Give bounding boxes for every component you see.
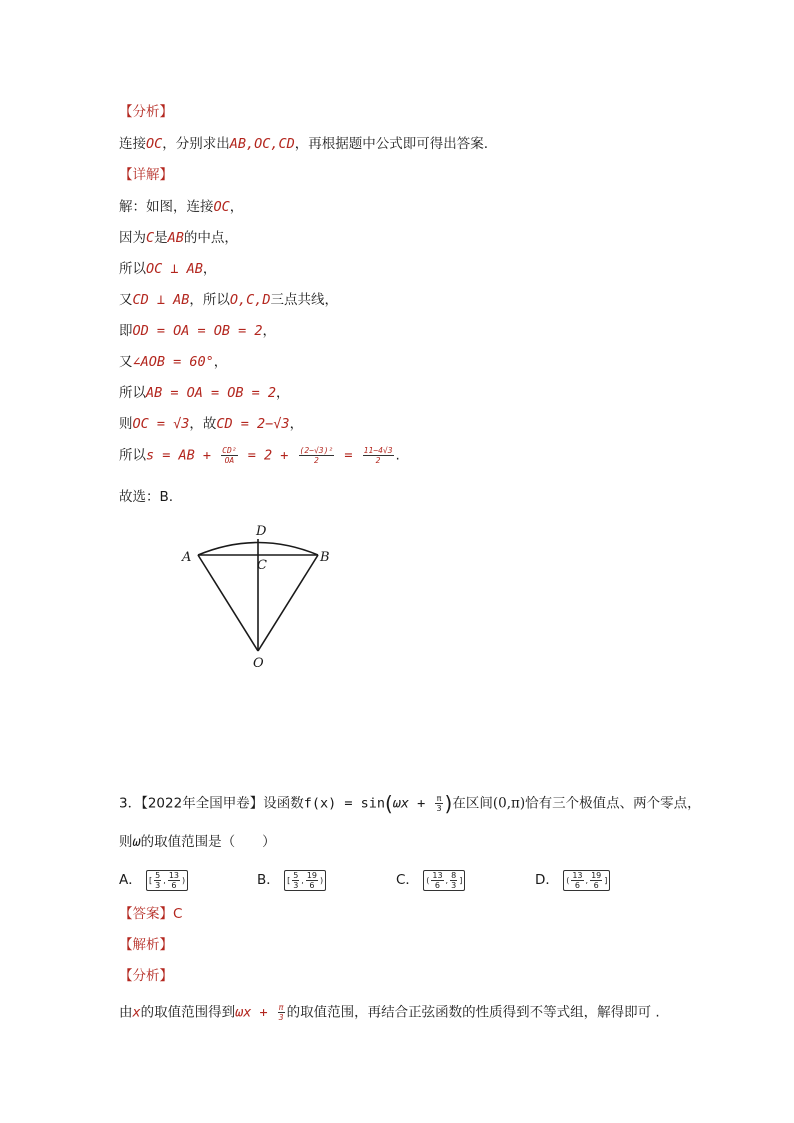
analysis2-text <box>119 1003 660 1022</box>
text: 则 <box>119 834 133 850</box>
interval: ( $\frac{13}{6}$ , $\frac{8}{3}$ ] <box>423 870 465 891</box>
conclusion: 故选：B. <box>119 489 174 505</box>
option-letter: A． <box>119 872 142 888</box>
math: O,C,D <box>229 292 271 308</box>
numerator: π <box>278 1003 284 1012</box>
text: ，分别求出 <box>162 136 230 152</box>
text: 所以 <box>119 385 146 401</box>
denominator: 3 <box>436 804 442 813</box>
text: 的取值范围是（ ） <box>140 834 276 850</box>
text: 所以 <box>119 447 146 464</box>
label-d: D <box>256 524 267 539</box>
solution-line-8: 则OC = √3，故CD = 2−√3， <box>119 416 304 432</box>
text: ，再根据题中公式即可得出答案. <box>294 136 489 152</box>
fraction <box>571 871 583 890</box>
math: ω <box>132 834 141 850</box>
math: f(x) = sin <box>303 795 385 812</box>
fraction <box>435 794 442 813</box>
question-3: 3．【2022年全国甲卷】设函数f(x) = sin(ωx + $\frac{\pi}{3}$ )在区间(0,π)恰有三个极值点、两个零点， <box>119 791 701 816</box>
math: AB = OA = OB = 2 <box>146 385 277 401</box>
fraction <box>450 871 457 890</box>
interval: ( $\frac{13}{6}$ , $\frac{19}{6}$ ] <box>563 870 610 891</box>
option-d[interactable] <box>535 868 610 891</box>
solution-line-7: 所以AB = OA = OB = 2， <box>119 385 290 401</box>
math: ωx + <box>392 795 434 812</box>
text: 又 <box>119 292 133 308</box>
math: ωx + <box>235 1004 276 1021</box>
parse-heading: 【解析】 <box>119 937 173 953</box>
fraction <box>363 446 394 465</box>
bracket-close: ] <box>604 875 608 885</box>
interval: [ $\frac{5}{3}$ , $\frac{13}{6}$ ) <box>146 870 188 891</box>
fraction <box>292 871 299 890</box>
text: 即 <box>119 323 133 339</box>
fraction <box>306 871 318 890</box>
bracket-open: ( <box>566 875 570 885</box>
numerator: 13 <box>168 870 179 880</box>
numerator: 5 <box>155 870 161 880</box>
text: 则 <box>119 416 133 432</box>
math: (0,π) <box>492 795 526 812</box>
text: 三点共线， <box>270 292 339 308</box>
option-b[interactable] <box>257 868 326 891</box>
text: 恰有三个极值点、两个零点， <box>525 795 701 812</box>
numerator: 19 <box>306 870 318 880</box>
math: AB,OC,CD <box>229 136 295 152</box>
fraction <box>168 871 180 890</box>
denominator: 6 <box>593 880 599 890</box>
denominator: 6 <box>434 880 440 890</box>
text: 的取值范围得到 <box>140 1004 236 1021</box>
solution-line-5: 即OD = OA = OB = 2， <box>119 323 277 339</box>
fraction <box>154 871 161 890</box>
denominator: 3 <box>293 880 299 890</box>
segment-ob <box>258 555 318 651</box>
label-b: B <box>320 550 330 565</box>
math: C <box>146 230 155 246</box>
option-letter: B． <box>257 872 280 888</box>
math: CD = 2−√3 <box>216 416 290 432</box>
numerator: 5 <box>293 870 299 880</box>
math: = <box>336 447 361 464</box>
bracket-close: ] <box>459 875 463 885</box>
label-a: A <box>182 550 192 565</box>
math: OC <box>213 199 230 215</box>
bracket-open: [ <box>287 875 291 885</box>
answer-label: 【答案】 <box>119 906 173 922</box>
option-letter: C． <box>396 872 419 888</box>
denominator: 2 <box>375 456 381 465</box>
text: 在区间 <box>452 795 493 812</box>
text: ，故 <box>189 416 217 432</box>
bracket-open: [ <box>149 875 153 885</box>
numerator: 11−4√3 <box>363 446 393 455</box>
math: OC ⊥ AB <box>146 261 203 277</box>
text: 是 <box>154 230 168 246</box>
math: x <box>132 1004 141 1021</box>
fraction <box>431 871 443 890</box>
denominator: 2 <box>313 456 319 465</box>
label-c: C <box>257 558 267 573</box>
fraction <box>590 871 602 890</box>
math: AB <box>167 230 184 246</box>
bracket-open: ( <box>426 875 430 885</box>
numerator: 19 <box>591 870 602 880</box>
math: s = AB + <box>146 447 220 464</box>
analysis-heading: 【分析】 <box>119 104 173 120</box>
numerator: π <box>436 794 442 803</box>
analysis2-heading: 【分析】 <box>119 968 173 984</box>
numerator: CD² <box>222 446 237 455</box>
numerator: 8 <box>451 870 457 880</box>
text: 解：如图，连接 <box>119 199 214 215</box>
numerator: 13 <box>432 870 443 880</box>
fraction <box>221 446 237 465</box>
text: 连接 <box>119 136 146 152</box>
math: CD ⊥ AB <box>132 292 190 308</box>
text: 的中点， <box>183 230 238 246</box>
solution-line-6: 又∠AOB = 60°， <box>119 354 228 370</box>
solution-line-4 <box>119 291 338 309</box>
text: 所以 <box>119 261 146 277</box>
question-source: 【2022年全国甲卷】 <box>141 795 264 812</box>
option-letter: D． <box>535 872 559 888</box>
segment-oa <box>198 555 258 651</box>
numerator: (2−√3)² <box>299 446 334 455</box>
text: ，所以 <box>189 292 230 308</box>
math: OD = OA = OB = 2 <box>132 323 263 339</box>
denominator: 3 <box>451 880 457 890</box>
question-3-cont <box>119 833 276 851</box>
answer-value: C <box>173 906 183 922</box>
text: 又 <box>119 354 133 370</box>
solution-line-9: 所以s = AB + $\frac{\text{CD²}}{OA}$ = 2 + $\frac{\text{(2−√3)²}}{2}$ = $\frac{11-4√3}{2}$ . <box>119 446 400 465</box>
math: OC <box>146 136 163 152</box>
label-o: O <box>253 656 264 671</box>
sector-diagram <box>170 515 350 675</box>
text: 因为 <box>119 230 146 246</box>
answer <box>119 905 182 923</box>
detail-heading: 【详解】 <box>119 167 173 183</box>
solution-line-3: 所以OC ⊥ AB， <box>119 261 217 277</box>
denominator: 6 <box>574 880 580 890</box>
math: = 2 + <box>239 447 297 464</box>
text: 的取值范围，再结合正弦函数的性质得到不等式组，解得即可 . <box>286 1004 660 1021</box>
bracket-close: ) <box>320 875 324 885</box>
question-number: 3． <box>119 795 142 812</box>
bracket-close: ) <box>182 875 186 885</box>
interval: [ $\frac{5}{3}$ , $\frac{19}{6}$ ) <box>284 870 326 891</box>
denominator: 3 <box>155 880 161 890</box>
math: OC = √3 <box>132 416 190 432</box>
analysis-text <box>119 135 488 153</box>
fraction <box>299 446 335 465</box>
denominator: 6 <box>309 880 315 890</box>
fraction <box>278 1003 285 1022</box>
option-a[interactable] <box>119 868 188 891</box>
option-c[interactable] <box>396 868 465 891</box>
numerator: 13 <box>572 870 583 880</box>
text: 由 <box>119 1004 133 1021</box>
solution-line-1: 解：如图，连接OC， <box>119 199 244 215</box>
denominator: OA <box>224 456 235 465</box>
denominator: 6 <box>171 880 177 890</box>
text: 设函数 <box>263 795 304 812</box>
denominator: 3 <box>278 1013 284 1022</box>
solution-line-2 <box>119 229 238 247</box>
math: ∠AOB = 60° <box>132 354 214 370</box>
